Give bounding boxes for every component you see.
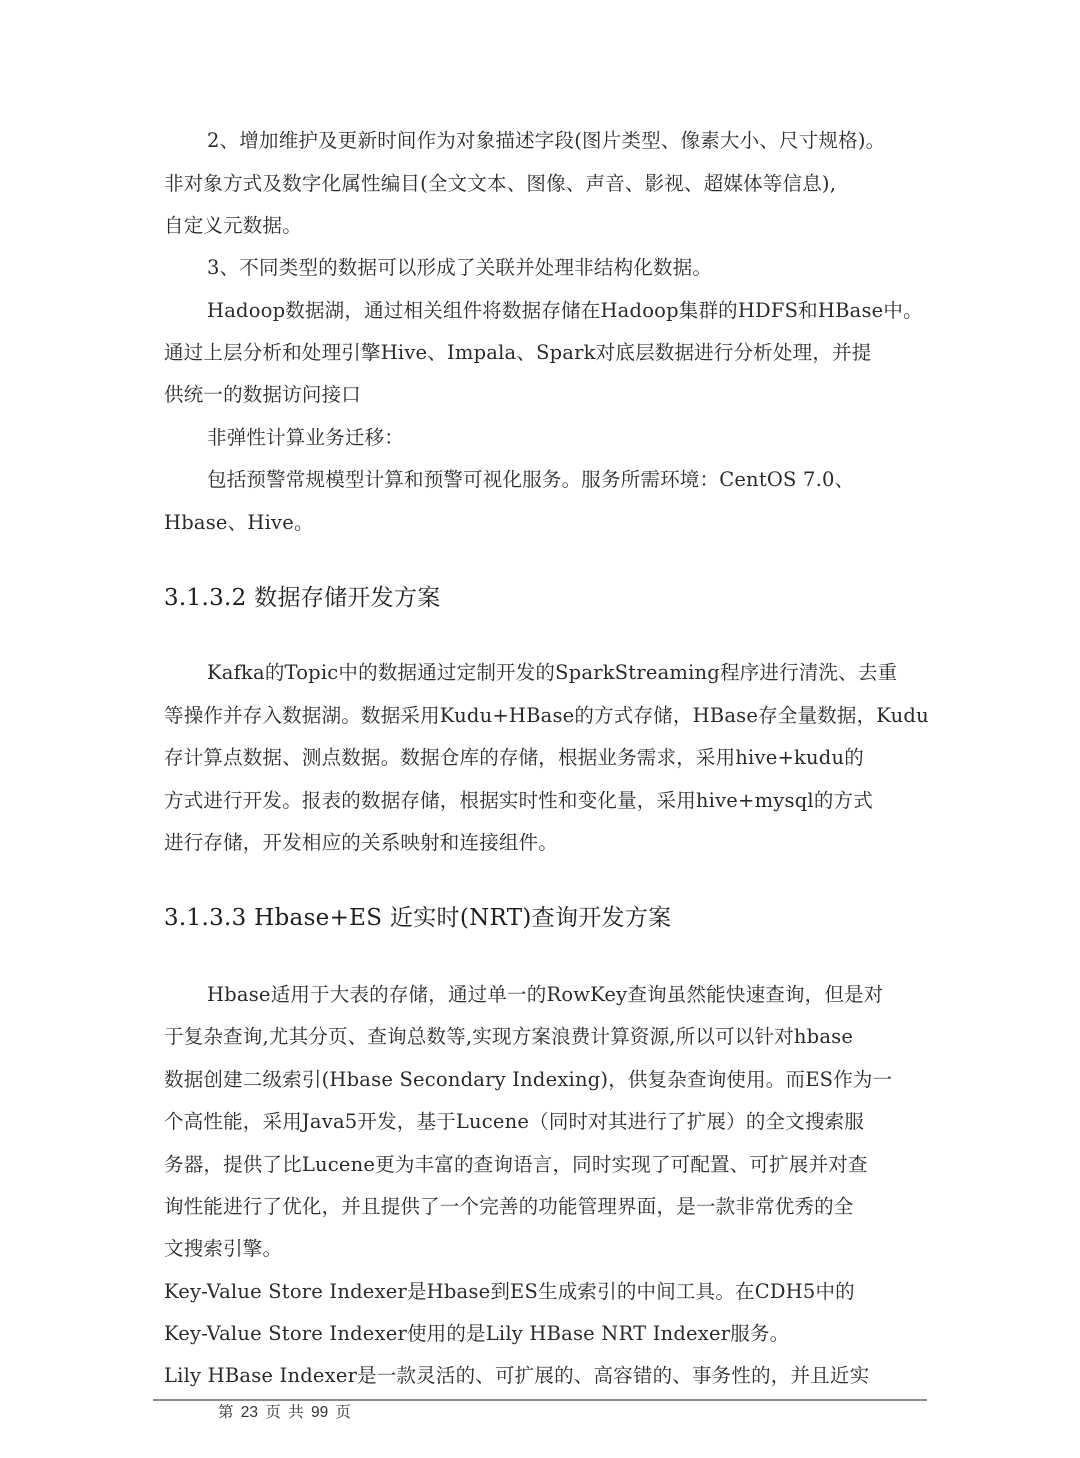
paragraph-line: 进行存储，开发相应的关系映射和连接组件。 [164,831,559,854]
paragraph-line: 务器，提供了比Lucene更为丰富的查询语言，同时实现了可配置、可扩展并对查 [164,1153,868,1176]
paragraph-line: Kafka的Topic中的数据通过定制开发的SparkStreaming程序进行清洗、去重 [207,661,898,684]
footer-divider [153,1399,927,1401]
paragraph-line: 3、不同类型的数据可以形成了关联并处理非结构化数据。 [207,256,713,279]
paragraph-line: 非对象方式及数字化属性编目(全文文本、图像、声音、影视、超媒体等信息), [164,172,837,195]
paragraph-line: 包括预警常规模型计算和预警可视化服务。服务所需环境：CentOS 7.0、 [207,468,855,491]
paragraph-line: 等操作并存入数据湖。数据采用Kudu+HBase的方式存储，HBase存全量数据，Kudu [164,704,929,727]
paragraph-line: 询性能进行了优化，并且提供了一个完善的功能管理界面，是一款非常优秀的全 [164,1195,854,1218]
paragraph-line: 存计算点数据、测点数据。数据仓库的存储，根据业务需求，采用hive+kudu的 [164,746,864,769]
paragraph-line: 供统一的数据访问接口 [164,383,362,406]
paragraph-line: 自定义元数据。 [164,214,302,237]
page-number-footer: 第 23 页 共 99 页 [218,1404,352,1421]
paragraph-line: Hadoop数据湖，通过相关组件将数据存储在Hadoop集群的HDFS和HBase中。 [207,299,923,322]
paragraph-line: Hbase适用于大表的存储，通过单一的RowKey查询虽然能快速查询，但是对 [207,983,884,1006]
paragraph-line: 非弹性计算业务迁移： [207,426,405,449]
paragraph-line: Key-Value Store Indexer使用的是Lily HBase NRT Indexer服务。 [164,1322,790,1345]
paragraph-line: 方式进行开发。报表的数据存储，根据实时性和变化量，采用hive+mysql的方式 [164,789,873,812]
section-heading-3133: 3.1.3.3 Hbase+ES 近实时(NRT)查询开发方案 [164,905,672,931]
paragraph-line: 通过上层分析和处理引擎Hive、Impala、Spark对底层数据进行分析处理，并提 [164,341,872,364]
paragraph-line: Lily HBase Indexer是一款灵活的、可扩展的、高容错的、事务性的，并且近实 [164,1364,870,1387]
paragraph-line: 文搜索引擎。 [164,1237,283,1260]
section-heading-3132: 3.1.3.2 数据存储开发方案 [164,585,441,611]
paragraph-line: Key-Value Store Indexer是Hbase到ES生成索引的中间工具。在CDH5中的 [164,1280,855,1303]
paragraph-line: 于复杂查询,尤其分页、查询总数等,实现方案浪费计算资源,所以可以针对hbase [164,1025,854,1048]
paragraph-line: 2、增加维护及更新时间作为对象描述字段(图片类型、像素大小、尺寸规格)。 [207,129,886,152]
paragraph-line: Hbase、Hive。 [164,511,314,534]
paragraph-line: 个高性能，采用Java5开发，基于Lucene（同时对其进行了扩展）的全文搜索服 [164,1110,865,1133]
paragraph-line: 数据创建二级索引(Hbase Secondary Indexing)，供复杂查询使用。而ES作为一 [164,1068,893,1091]
